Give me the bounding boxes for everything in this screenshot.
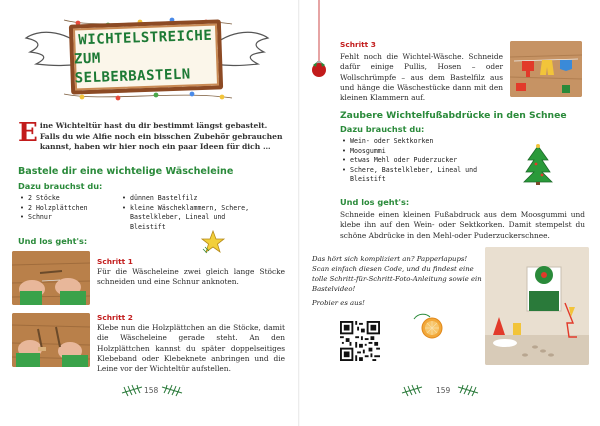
fir-branch-icon bbox=[400, 383, 424, 397]
section-title-clothesline: Bastele dir eine wichtelige Wäscheleine bbox=[18, 166, 234, 177]
orange-slice-icon bbox=[408, 311, 452, 341]
intro-paragraph bbox=[18, 118, 284, 153]
needs-list-col1 bbox=[20, 194, 110, 223]
hanging-ornament-icon bbox=[308, 0, 330, 82]
list-item: • kleine Wäscheklammern, Schere, Bastelkleber, Lineal und Bleistift bbox=[122, 204, 252, 233]
step3-photo bbox=[510, 41, 582, 97]
elf-door-scene-icon bbox=[485, 247, 589, 365]
list-item: • 2 Stöcke bbox=[20, 194, 110, 204]
qr-code-icon[interactable] bbox=[340, 321, 380, 361]
intro-dropcap: E bbox=[18, 118, 38, 148]
fir-branch-icon bbox=[160, 383, 184, 397]
go-label-right: Und los geht's: bbox=[340, 197, 410, 207]
qr-intro-text: Das hört sich kompliziert an? Papperlapups! Scan einfach diesen Code, und du findest eine tolle Schritt-für-Schritt-Foto-Anleitung sowie ein Bastelvideo! bbox=[312, 255, 482, 293]
fir-branch-icon bbox=[120, 383, 144, 397]
page-number-left: 158 bbox=[144, 386, 159, 395]
page-number-right: 159 bbox=[436, 386, 451, 395]
intro-text: ine Wichteltür hast du dir bestimmt längst gebastelt. Falls du wie Alfie noch ein bisschen Zubehör gebrauchen kannst, haben wir hier noch ein paar Ideen für dich … bbox=[39, 121, 283, 152]
fir-branch-icon bbox=[456, 383, 480, 397]
title-line-2: ZUM SELBERBASTELN bbox=[73, 50, 191, 86]
step2-photo bbox=[12, 313, 90, 367]
list-item: • Schnur bbox=[20, 213, 110, 223]
section-title-footprints: Zaubere Wichtelfußabdrücke in den Schnee bbox=[340, 110, 567, 121]
needs-label: Dazu brauchst du: bbox=[18, 181, 103, 191]
needs-list-right bbox=[342, 137, 502, 185]
needs-label-right: Dazu brauchst du: bbox=[340, 124, 425, 134]
needs-list-col2 bbox=[122, 194, 252, 232]
hands-crafting-icon bbox=[12, 313, 90, 367]
list-item: • 2 Holzplättchen bbox=[20, 204, 110, 214]
step3-title: Schritt 3 bbox=[340, 40, 376, 49]
list-item: • dünnen Bastelfilz bbox=[122, 194, 252, 204]
christmas-tree-icon bbox=[522, 142, 554, 186]
list-item: • etwas Mehl oder Puderzucker bbox=[342, 156, 502, 166]
list-item: • Schere, Bastelkleber, Lineal und Bleistift bbox=[342, 166, 502, 185]
star-icon bbox=[200, 229, 226, 255]
step3-text: Fehlt noch die Wichtel-Wäsche. Schneide dafür einige Pullis, Hosen – oder Wollschrümpfe – aus dem Bastelfilz aus und hänge die Wäschestücke dann mit den kleinen Klammern auf. bbox=[340, 52, 503, 103]
title-sign bbox=[69, 19, 223, 94]
qr-probe-text: Probier es aus! bbox=[312, 299, 365, 307]
step1-text: Für die Wäscheleine zwei gleich lange Stöcke schneiden und eine Schnur anknoten. bbox=[97, 267, 285, 287]
go-label: Und los geht's: bbox=[18, 236, 88, 246]
step2-text: Klebe nun die Holzplättchen an die Stöcke, damit die Wäscheleine gerade steht. An den Holzplättchen kannst du später doppelseitiges Klebeband oder Klebeknete anbringen und die Leine vor der Wichteltür aufstellen. bbox=[97, 323, 285, 374]
list-item: • Moosgummi bbox=[342, 147, 502, 157]
step2-title: Schritt 2 bbox=[97, 313, 133, 322]
elf-door-photo bbox=[485, 247, 589, 365]
title-line-1: WICHTELSTREICHE bbox=[78, 27, 213, 48]
step1-title: Schritt 1 bbox=[97, 257, 133, 266]
hands-crafting-icon bbox=[12, 251, 90, 305]
step1-photo bbox=[12, 251, 90, 305]
footprints-steps-text: Schneide einen kleinen Fußabdruck aus dem Moosgummi und klebe ihn auf den Wein- oder Sektkorken. Damit stempelst du schöne Abdrücke in den Mehl-oder Puderzuckerschnee. bbox=[340, 210, 585, 240]
list-item: • Wein- oder Sektkorken bbox=[342, 137, 502, 147]
felt-clothes-icon bbox=[510, 41, 582, 97]
